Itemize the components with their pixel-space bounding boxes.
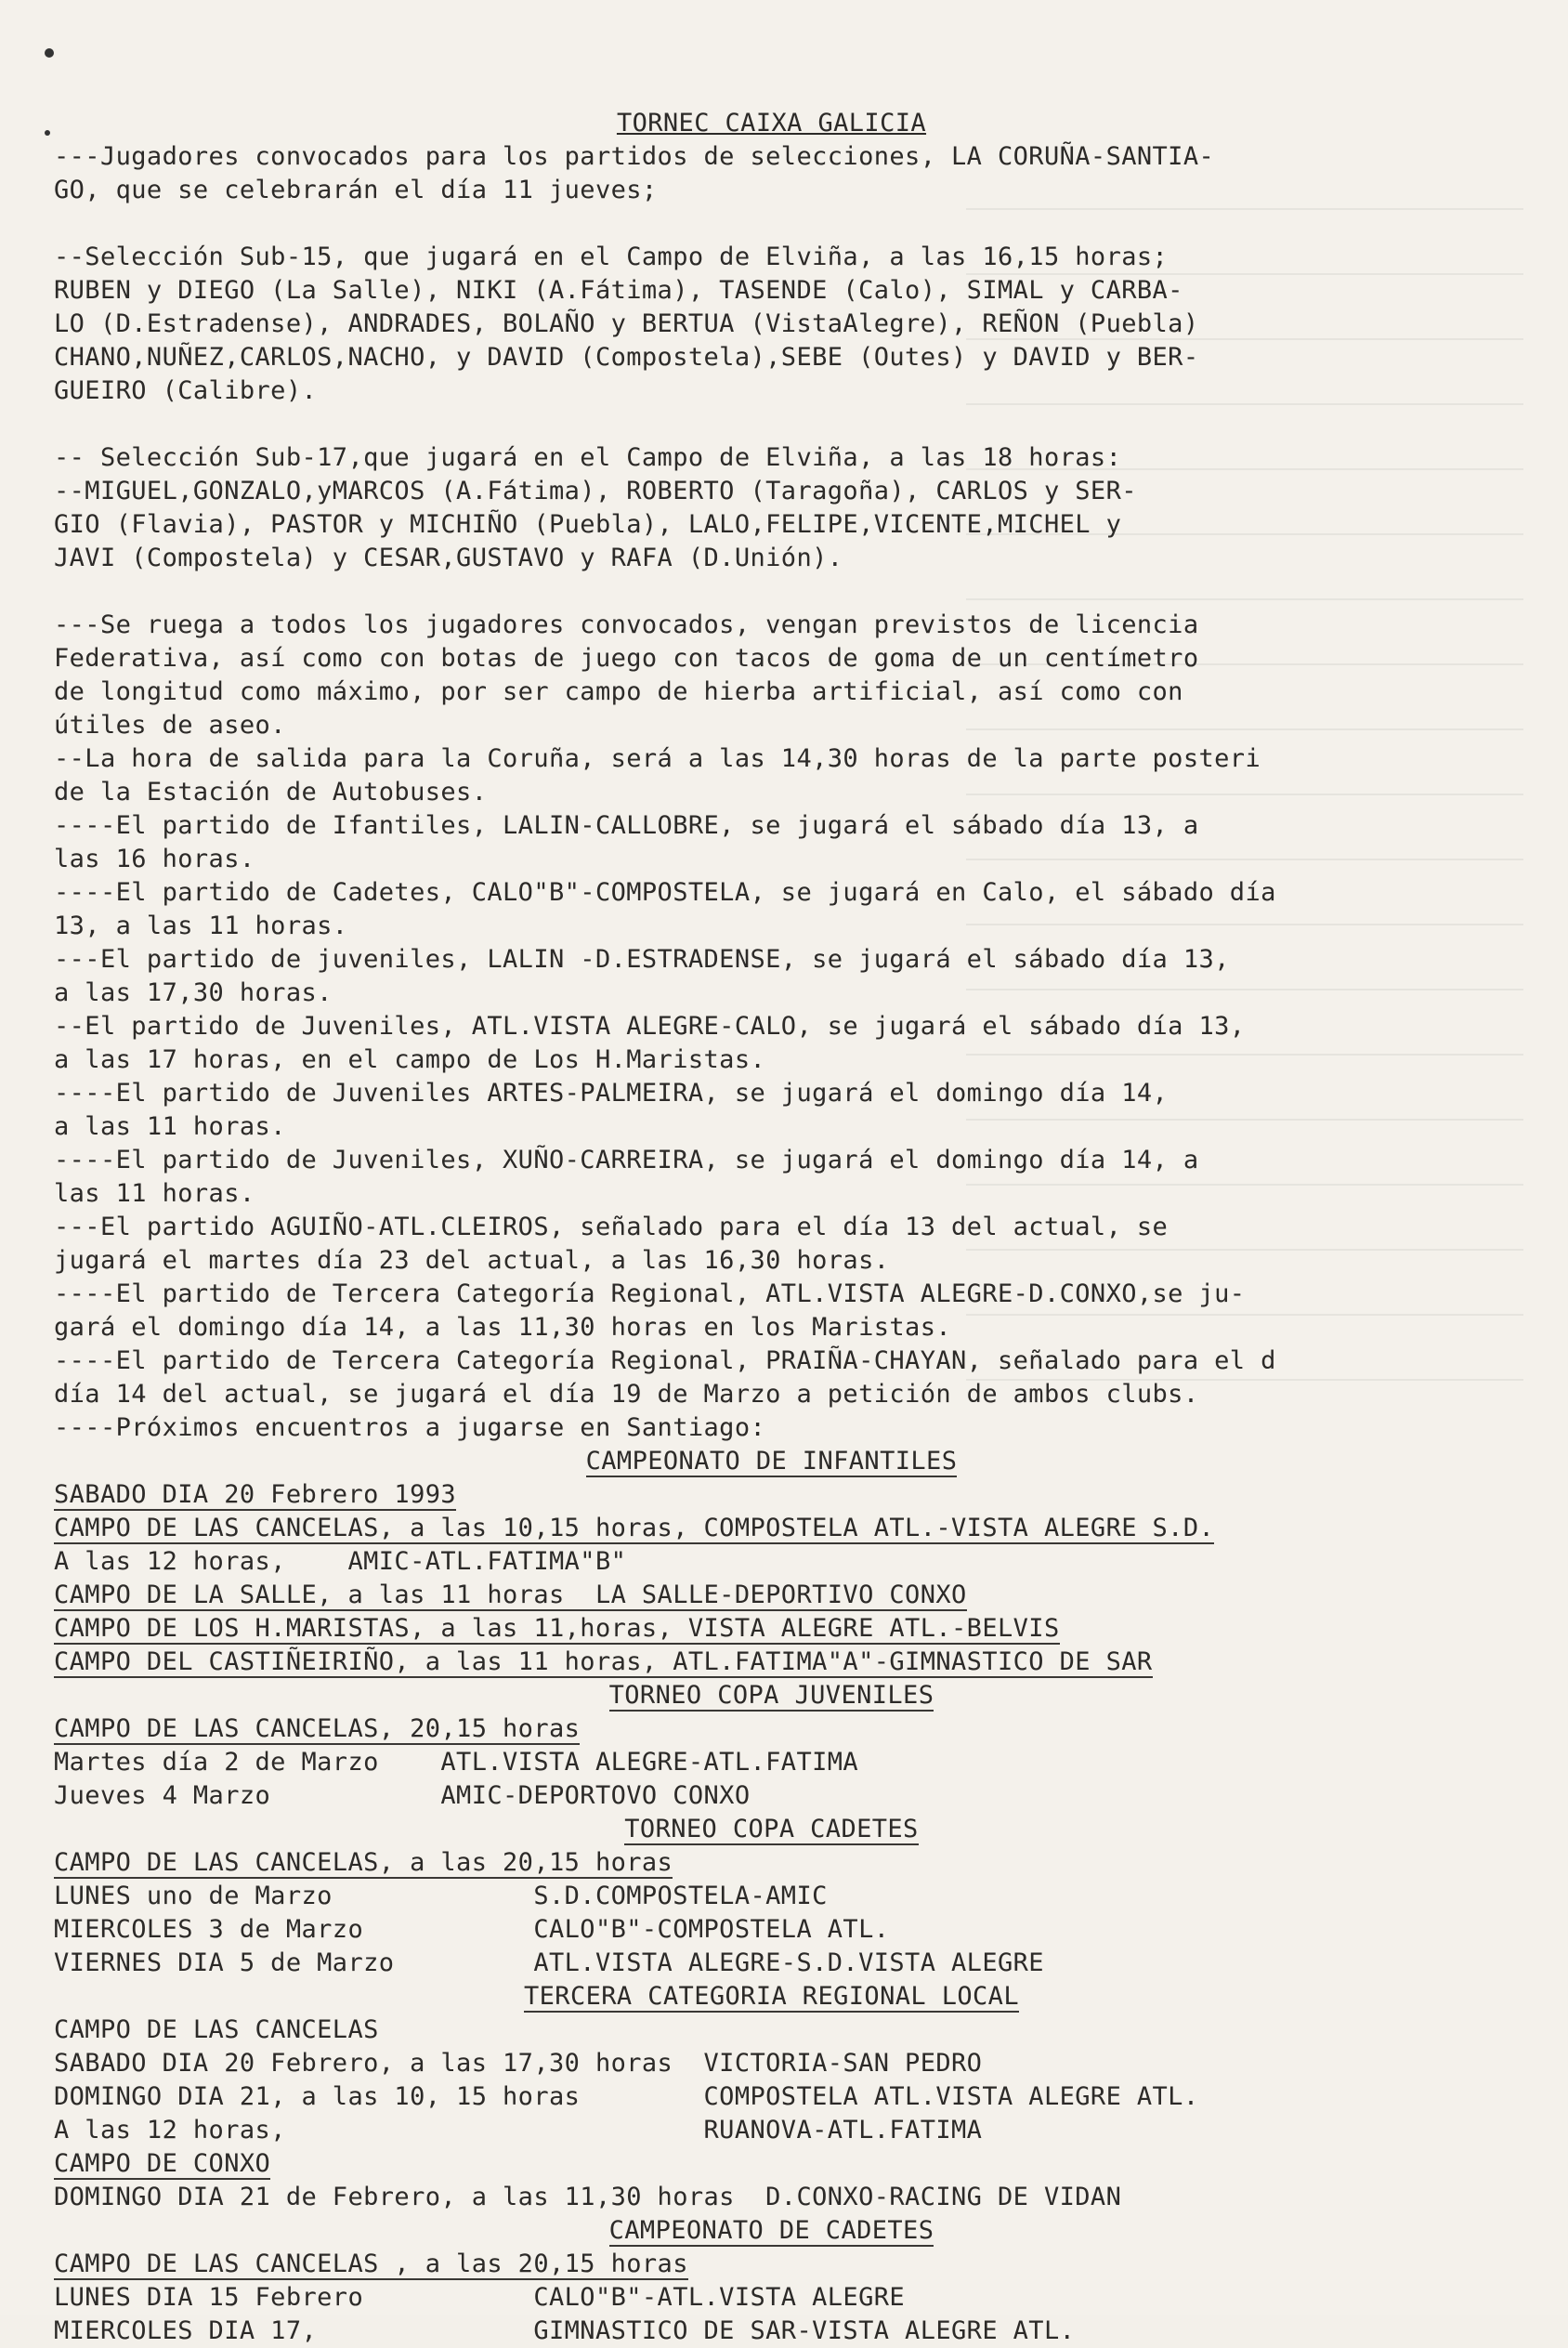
venue-fixture-line [54,1646,1489,1679]
match-schedule [54,1445,1489,2348]
fixture-text: LUNES DIA 15 Febrero CALO"B"-ATL.VISTA ALEGRE [54,2283,906,2312]
venue-heading-text: CAMPO DE CONXO [54,2149,271,2178]
venue-fixture-line [54,1612,1489,1646]
page-body [54,107,1489,2348]
fixture-line [54,1746,1489,1779]
fixture-text: CAMPO DEL CASTIÑEIRIÑO, a las 11 horas, ATL.FATIMA"A"-GIMNASTICO DE SAR [54,1647,1153,1676]
text-line: ---Se ruega a todos los jugadores convocados, vengan previstos de licencia [54,610,1199,639]
fixture-text: MIERCOLES DIA 17, GIMNASTICO DE SAR-VISTA ALEGRE ATL. [54,2316,1076,2345]
text-line: ---El partido de juveniles, LALIN -D.ESTRADENSE, se jugará el sábado día 13, [54,945,1230,974]
text-line: 13, a las 11 horas. [54,912,348,940]
fixture-line [54,2114,1489,2147]
text-line: LO (D.Estradense), ANDRADES, BOLAÑO y BERTUA (VistaAlegre), REÑON (Puebla) [54,309,1199,338]
text-line: GO, que se celebrarán el día 11 jueves; [54,176,658,204]
fixture-line [54,1545,1489,1579]
text-line: a las 17,30 horas. [54,978,333,1007]
blank-line [54,408,1489,441]
announcement-text [54,140,1489,1445]
fixture-text: LUNES uno de Marzo S.D.COMPOSTELA-AMIC [54,1882,828,1910]
text-line: -- Selección Sub-17,que jugará en el Campo de Elviña, a las 18 horas: [54,443,1122,472]
fixture-line [54,2047,1489,2080]
fixture-text: CAMPO DE LA SALLE, a las 11 horas LA SALLE-DEPORTIVO CONXO [54,1581,967,1609]
fixture-line [54,2014,1489,2047]
fixture-text: DOMINGO DIA 21, a las 10, 15 horas COMPOSTELA ATL.VISTA ALEGRE ATL. [54,2082,1199,2111]
text-line: útiles de aseo. [54,711,286,740]
text-line: JAVI (Compostela) y CESAR,GUSTAVO y RAFA (D.Unión). [54,544,843,572]
venue-heading [54,1478,1489,1512]
text-line: ----El partido de Juveniles ARTES-PALMEIRA, se jugará el domingo día 14, [54,1079,1169,1108]
text-line: ----El partido de Tercera Categoría Regional, ATL.VISTA ALEGRE-D.CONXO,se ju- [54,1279,1246,1308]
text-line: ----El partido de Juveniles, XUÑO-CARREIRA, se jugará el domingo día 14, a [54,1146,1199,1174]
venue-heading [54,2248,1489,2281]
fixture-text: CAMPO DE LAS CANCELAS [54,2015,379,2044]
venue-heading-text: CAMPO DE LAS CANCELAS, a las 20,15 horas [54,1848,673,1877]
fixture-text: Martes día 2 de Marzo ATL.VISTA ALEGRE-ATL.FATIMA [54,1748,859,1777]
text-line: a las 17 horas, en el campo de Los H.Maristas. [54,1045,766,1074]
text-line: las 11 horas. [54,1179,255,1208]
fixture-line [54,2315,1489,2348]
blank-line [54,207,1489,241]
section-heading [54,1679,1489,1712]
text-line: ----Próximos encuentros a jugarse en Santiago: [54,1413,766,1442]
fixture-text: A las 12 horas, AMIC-ATL.FATIMA"B" [54,1547,627,1576]
text-line: RUBEN y DIEGO (La Salle), NIKI (A.Fátima), TASENDE (Calo), SIMAL y CARBA- [54,276,1183,305]
text-line: ---El partido AGUIÑO-ATL.CLEIROS, señalado para el día 13 del actual, se [54,1213,1169,1241]
venue-fixture-line [54,1579,1489,1612]
text-line: GIO (Flavia), PASTOR y MICHIÑO (Puebla), LALO,FELIPE,VICENTE,MICHEL y [54,510,1122,539]
text-line: Federativa, así como con botas de juego con tacos de goma de un centímetro [54,644,1199,673]
fixture-line [54,1880,1489,1913]
venue-heading-text: CAMPO DE LAS CANCELAS , a las 20,15 horas [54,2250,688,2278]
fixture-line [54,2281,1489,2315]
venue-heading-text: SABADO DIA 20 Febrero 1993 [54,1480,457,1509]
venue-heading [54,2147,1489,2181]
text-line: jugará el martes día 23 del actual, a las 16,30 horas. [54,1246,890,1275]
section-heading-text: TORNEO COPA CADETES [624,1815,919,1843]
page-title: TORNEC CAIXA GALICIA [616,109,927,138]
section-heading [54,2214,1489,2248]
fixture-line [54,2181,1489,2214]
fixture-text: DOMINGO DIA 21 de Febrero, a las 11,30 horas D.CONXO-RACING DE VIDAN [54,2183,1122,2211]
fixture-text: CAMPO DE LOS H.MARISTAS, a las 11,horas, VISTA ALEGRE ATL.-BELVIS [54,1614,1060,1643]
section-heading [54,1445,1489,1478]
fixture-line [54,1947,1489,1980]
fixture-text: SABADO DIA 20 Febrero, a las 17,30 horas VICTORIA-SAN PEDRO [54,2049,983,2078]
section-heading [54,1813,1489,1846]
text-line: ----El partido de Cadetes, CALO"B"-COMPOSTELA, se jugará en Calo, el sábado día [54,878,1276,907]
venue-fixture-line [54,1512,1489,1545]
fixture-text: A las 12 horas, RUANOVA-ATL.FATIMA [54,2116,983,2145]
text-line: a las 11 horas. [54,1112,286,1141]
fixture-line [54,1779,1489,1813]
section-heading [54,1980,1489,2014]
text-line: CHANO,NUÑEZ,CARLOS,NACHO, y DAVID (Compostela),SEBE (Outes) y DAVID y BER- [54,343,1199,372]
text-line: ----El partido de Ifantiles, LALIN-CALLOBRE, se jugará el sábado día 13, a [54,811,1199,840]
text-line: gará el domingo día 14, a las 11,30 horas en los Maristas. [54,1313,952,1342]
section-heading-text: TERCERA CATEGORIA REGIONAL LOCAL [524,1982,1019,2011]
fixture-text: VIERNES DIA 5 de Marzo ATL.VISTA ALEGRE-S.D.VISTA ALEGRE [54,1948,1044,1977]
text-line: día 14 del actual, se jugará el día 19 de Marzo a petición de ambos clubs. [54,1380,1199,1409]
fixture-line [54,2080,1489,2114]
venue-heading [54,1846,1489,1880]
text-line: --Selección Sub-15, que jugará en el Campo de Elviña, a las 16,15 horas; [54,243,1169,271]
text-line: --El partido de Juveniles, ATL.VISTA ALEGRE-CALO, se jugará el sábado día 13, [54,1012,1246,1041]
text-line: ---Jugadores convocados para los partidos de selecciones, LA CORUÑA-SANTIA- [54,142,1215,171]
ink-dot [45,130,50,136]
text-line: GUEIRO (Calibre). [54,376,318,405]
section-heading-text: CAMPEONATO DE INFANTILES [585,1447,958,1476]
fixture-text: MIERCOLES 3 de Marzo CALO"B"-COMPOSTELA ATL. [54,1915,890,1944]
text-line: ----El partido de Tercera Categoría Regional, PRAIÑA-CHAYAN, señalado para el d [54,1346,1276,1375]
fixture-line [54,1913,1489,1947]
text-line: --MIGUEL,GONZALO,yMARCOS (A.Fátima), ROBERTO (Taragoña), CARLOS y SER- [54,477,1137,505]
text-line: las 16 horas. [54,845,255,873]
text-line: de la Estación de Autobuses. [54,778,488,807]
venue-heading-text: CAMPO DE LAS CANCELAS, 20,15 horas [54,1714,581,1743]
text-line: --La hora de salida para la Coruña, será a las 14,30 horas de la parte posteri [54,744,1261,773]
section-heading-text: CAMPEONATO DE CADETES [608,2216,934,2245]
venue-heading [54,1712,1489,1746]
blank-line [54,575,1489,609]
fixture-text: CAMPO DE LAS CANCELAS, a las 10,15 horas, COMPOSTELA ATL.-VISTA ALEGRE S.D. [54,1514,1215,1542]
fixture-text: Jueves 4 Marzo AMIC-DEPORTOVO CONXO [54,1781,751,1810]
section-heading-text: TORNEO COPA JUVENILES [608,1681,934,1710]
ink-dot [45,48,54,58]
text-line: de longitud como máximo, por ser campo de hierba artificial, así como con [54,677,1183,706]
